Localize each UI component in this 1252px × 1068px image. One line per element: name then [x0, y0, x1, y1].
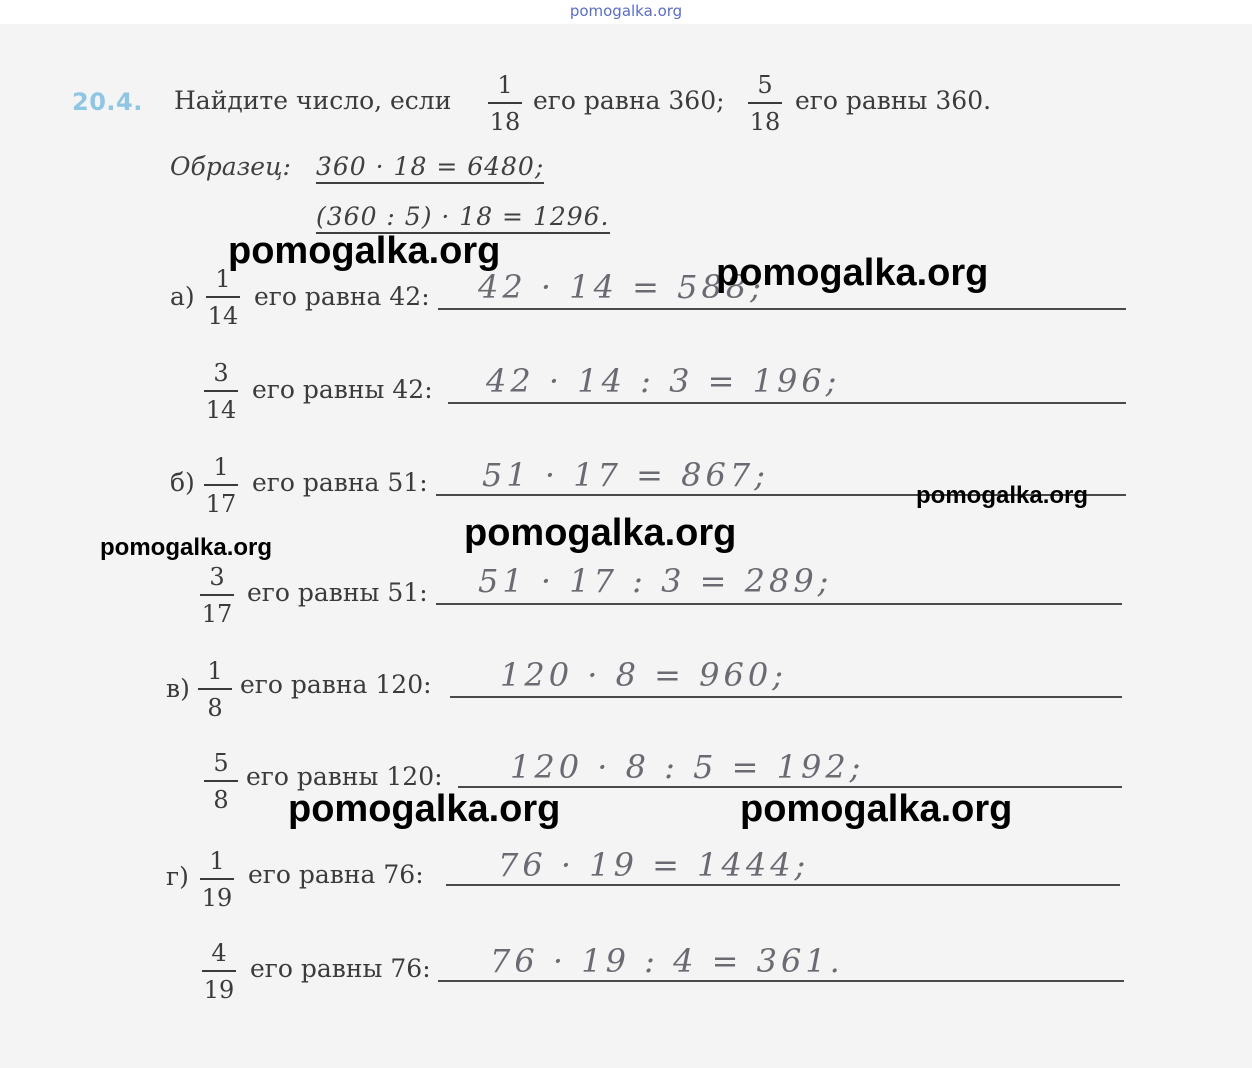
- item-text: его равна 76:: [248, 860, 424, 889]
- item-text: его равны 51:: [247, 578, 428, 607]
- answer-line: [438, 308, 1126, 310]
- fraction-bar: [488, 102, 522, 104]
- problem-fraction-1: [488, 70, 522, 137]
- fraction-numerator: 5: [757, 71, 773, 99]
- item-fraction: [204, 358, 238, 425]
- item-fraction: [204, 452, 238, 519]
- fraction-denominator: 14: [205, 396, 237, 424]
- fraction-bar: [200, 878, 234, 880]
- handwritten-answer: 42 · 14 = 588;: [478, 268, 765, 306]
- fraction-numerator: 1: [497, 71, 513, 99]
- fraction-bar: [202, 970, 236, 972]
- answer-line: [438, 980, 1124, 982]
- item-text: его равны 120:: [246, 762, 443, 791]
- fraction-bar: [198, 688, 232, 690]
- problem-text-start: Найдите число, если: [174, 86, 452, 115]
- fraction-numerator: 3: [209, 563, 225, 591]
- problem-number: 20.4.: [72, 88, 143, 116]
- problem-text-end: его равны 360.: [795, 86, 992, 115]
- answer-line: [446, 884, 1120, 886]
- fraction-numerator: 3: [213, 359, 229, 387]
- fraction-bar: [204, 484, 238, 486]
- fraction-numerator: 5: [213, 749, 229, 777]
- item-fraction: [202, 938, 236, 1005]
- fraction-denominator: 19: [203, 976, 235, 1004]
- handwritten-answer: 76 · 19 : 4 = 361.: [490, 942, 844, 980]
- item-letter: а): [170, 282, 195, 311]
- item-fraction: [200, 846, 234, 913]
- fraction-denominator: 14: [207, 302, 239, 330]
- fraction-bar: [200, 594, 234, 596]
- fraction-bar: [204, 780, 238, 782]
- fraction-bar: [204, 390, 238, 392]
- fraction-denominator: 18: [489, 108, 521, 136]
- fraction-denominator: 8: [207, 694, 223, 722]
- handwritten-answer: 76 · 19 = 1444;: [498, 846, 810, 884]
- watermark: pomogalka.org: [740, 788, 1013, 830]
- answer-line: [436, 603, 1122, 605]
- handwritten-answer: 120 · 8 = 960;: [500, 656, 787, 694]
- fraction-bar: [748, 102, 782, 104]
- watermark: pomogalka.org: [228, 230, 501, 272]
- item-text: его равна 42:: [254, 282, 430, 311]
- sample-line-2: (360 : 5) · 18 = 1296.: [316, 202, 610, 234]
- sample-line-1: 360 · 18 = 6480;: [316, 152, 544, 184]
- fraction-denominator: 17: [205, 490, 237, 518]
- watermark: pomogalka.org: [288, 788, 561, 830]
- fraction-bar: [206, 296, 240, 298]
- watermark: pomogalka.org: [100, 534, 273, 561]
- problem-text-mid: его равна 360;: [533, 86, 725, 115]
- handwritten-answer: 51 · 17 = 867;: [482, 456, 769, 494]
- item-fraction: [198, 656, 232, 723]
- item-letter: б): [170, 468, 195, 497]
- sample-label: Образец:: [170, 152, 291, 181]
- fraction-denominator: 17: [201, 600, 233, 628]
- item-text: его равна 120:: [240, 670, 432, 699]
- fraction-denominator: 18: [749, 108, 781, 136]
- handwritten-answer: 120 · 8 : 5 = 192;: [510, 748, 865, 786]
- watermark: pomogalka.org: [916, 482, 1089, 509]
- fraction-denominator: 19: [201, 884, 233, 912]
- problem-fraction-2: [748, 70, 782, 137]
- item-text: его равны 42:: [252, 375, 433, 404]
- top-watermark: pomogalka.org: [569, 2, 683, 20]
- item-text: его равна 51:: [252, 468, 428, 497]
- watermark: pomogalka.org: [716, 252, 989, 294]
- handwritten-answer: 51 · 17 : 3 = 289;: [478, 562, 833, 600]
- item-fraction: [204, 748, 238, 815]
- item-fraction: [206, 264, 240, 331]
- watermark: pomogalka.org: [464, 512, 737, 554]
- answer-line: [448, 402, 1126, 404]
- handwritten-answer: 42 · 14 : 3 = 196;: [486, 362, 841, 400]
- answer-line: [450, 696, 1122, 698]
- item-text: его равны 76:: [250, 954, 431, 983]
- fraction-numerator: 1: [213, 453, 229, 481]
- fraction-numerator: 1: [215, 265, 231, 293]
- fraction-numerator: 1: [209, 847, 225, 875]
- item-letter: г): [166, 862, 189, 891]
- fraction-denominator: 8: [213, 786, 229, 814]
- fraction-numerator: 4: [211, 939, 227, 967]
- fraction-numerator: 1: [207, 657, 223, 685]
- item-letter: в): [166, 674, 190, 703]
- item-fraction: [200, 562, 234, 629]
